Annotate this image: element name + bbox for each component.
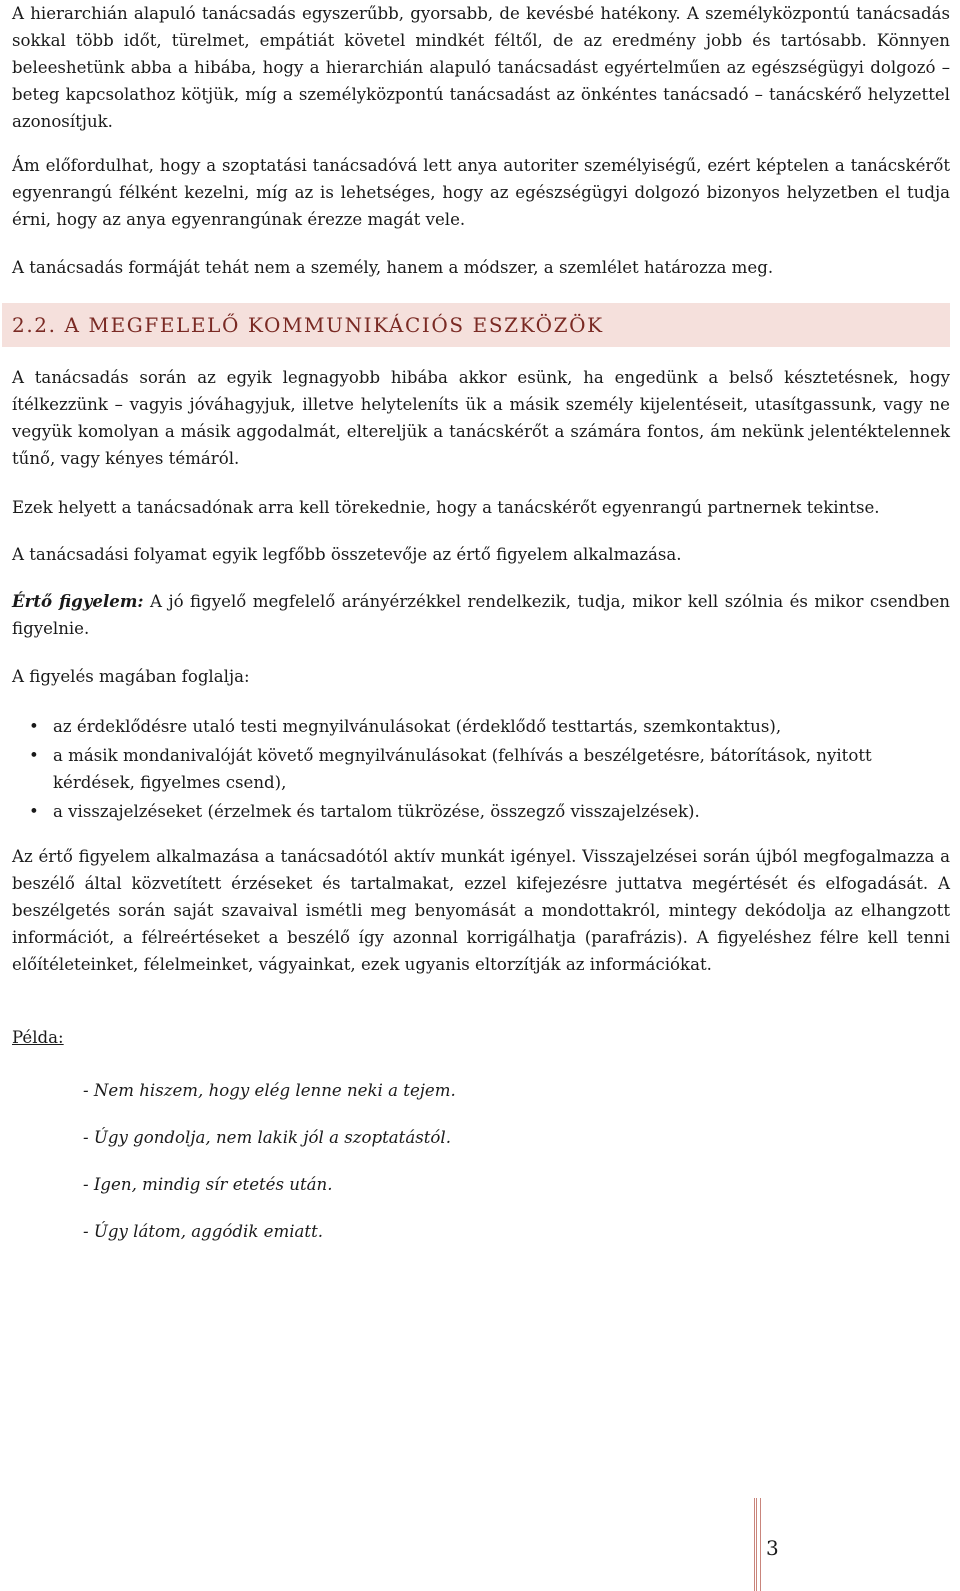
definition-text: A jó figyelő megfelelő arányérzékkel rendelkezik, tudja, mikor kell szólnia és mikor csendben figyelnie. [12, 592, 950, 638]
page-number-rule [754, 1498, 761, 1591]
example-line: - Nem hiszem, hogy elég lenne neki a tejem. [83, 1081, 456, 1100]
paragraph-definition [12, 588, 950, 642]
paragraph-judgement: A tanácsadás során az egyik legnagyobb hibába akkor esünk, ha engedünk a belső késztetésnek, hogy ítélkezzünk – vagyis jóváhagyjuk, illetve helyteleníts ük a másik személy kijelentéseit, utasítgassunk, vagy ne vegyük komolyan a másik aggodalmát, eltereljük a tanácskérőt a számára fontos, ám nekünk jelentéktelennek tűnő, vagy kényes témáról. [12, 368, 950, 468]
paragraph-counseling-types: A hierarchián alapuló tanácsadás egyszerűbb, gyorsabb, de kevésbé hatékony. A személyközpontú tanácsadás sokkal több időt, türelmet, empátiát követel mindkét féltől, de az eredmény jobb és tartósabb. Könnyen beleeshetünk abba a hibába, hogy a hierarchián alapuló tanácsadást egyértelműen az egészségügyi dolgozó – beteg kapcsolathoz kötjük, míg a személyközpontú tanácsadást az önkéntes tanácsadó – tanácskérő helyzettel azonosítjuk. [12, 4, 950, 131]
section-heading: 2.2. A MEGFELELŐ KOMMUNIKÁCIÓS ESZKÖZÖK [2, 303, 950, 347]
list-item: • az érdeklődésre utaló testi megnyilvánulásokat (érdeklődő testtartás, szemkontaktus), [12, 713, 950, 740]
example-label: Példa: [12, 1028, 64, 1047]
example-line: - Igen, mindig sír etetés után. [83, 1175, 333, 1194]
paragraph-paraphrase: Az értő figyelem alkalmazása a tanácsadótól aktív munkát igényel. Visszajelzései során újból megfogalmazza a beszélő által közvetített érzéseket és tartalmakat, ezzel kifejezésre juttatva megértését és elfogadását. A beszélgetés során saját szavaival ismétli meg benyomását a mondottakról, mintegy dekódolja az elhangzott információt, a félreértéseket a beszélő így azonnal korrigálhatja (parafrázis). A figyeléshez félre kell tenni előítéleteinket, félelmeinket, vágyainkat, ezek ugyanis eltorzítják az információkat. [12, 847, 950, 974]
list-item: • a visszajelzéseket (érzelmek és tartalom tükrözése, összegző visszajelzések). [12, 798, 950, 825]
example-line: - Úgy gondolja, nem lakik jól a szoptatástól. [83, 1128, 451, 1147]
paragraph-active-listening: A tanácsadási folyamat egyik legfőbb összetevője az értő figyelem alkalmazása. [12, 545, 682, 564]
bullet-icon: • [29, 802, 39, 821]
paragraph-method: A tanácsadás formáját tehát nem a személy, hanem a módszer, a szemlélet határozza meg. [12, 258, 774, 277]
paragraph-equal-partner: Ezek helyett a tanácsadónak arra kell törekednie, hogy a tanácskérőt egyenrangú partnernek tekintse. [12, 498, 880, 517]
page-number: 3 [766, 1536, 779, 1560]
bullet-icon: • [29, 746, 39, 765]
bullet-icon: • [29, 717, 39, 736]
paragraph-authoritarian: Ám előfordulhat, hogy a szoptatási tanácsadóvá lett anya autoriter személyiségű, ezért képtelen a tanácskérőt egyenrangú félként kezelni, míg az is lehetséges, hogy az egészségügyi dolgozó bizonyos helyzetben el tudja érni, hogy az anya egyenrangúnak érezze magát vele. [12, 156, 950, 229]
listening-list [12, 713, 950, 827]
definition-term: Értő figyelem: [12, 591, 144, 611]
list-item: • a másik mondanivalóját követő megnyilvánulásokat (felhívás a beszélgetésre, bátorítások, nyitott kérdések, figyelmes csend), [12, 742, 950, 796]
paragraph-includes: A figyelés magában foglalja: [12, 667, 250, 686]
example-line: - Úgy látom, aggódik emiatt. [83, 1222, 324, 1241]
